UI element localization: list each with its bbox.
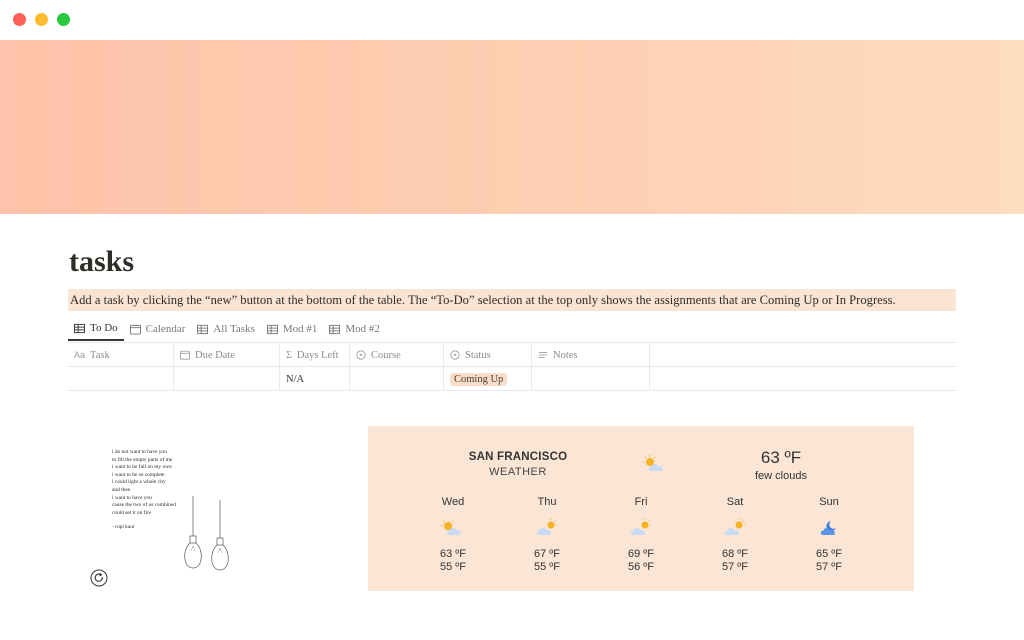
status-badge: Coming Up (450, 373, 507, 386)
cloudy-sun-icon (628, 518, 654, 538)
close-window-button[interactable] (13, 13, 26, 26)
table-header-filler (650, 343, 956, 367)
poem-line: i want to be so complete (112, 471, 165, 478)
tab-mod-2[interactable] (323, 317, 386, 341)
forecast-day (423, 496, 483, 574)
cloud-moon-icon (816, 518, 842, 538)
forecast-day (799, 496, 859, 574)
weather-label: WEATHER (489, 466, 547, 478)
maximize-window-button[interactable] (57, 13, 70, 26)
day-low: 56 ºF (627, 561, 655, 573)
table-icon (197, 324, 208, 335)
partly-cloudy-icon (642, 454, 668, 474)
column-label: Due Date (195, 349, 235, 361)
column-header-task[interactable] (68, 343, 174, 367)
cloudy-sun-icon (534, 518, 560, 538)
day-high: 67 ºF (533, 548, 561, 560)
table-icon (267, 324, 278, 335)
column-label: Status (465, 349, 491, 361)
day-name: Thu (537, 496, 557, 508)
column-label: Notes (553, 349, 578, 361)
select-icon (356, 350, 366, 360)
tab-all-tasks[interactable] (191, 317, 261, 341)
tab-label: Mod #1 (282, 323, 318, 335)
poem-line: cause the two of us combined (112, 502, 176, 509)
tab-to-do[interactable] (68, 317, 124, 341)
day-high: 65 ºF (815, 548, 843, 560)
select-icon (450, 350, 460, 360)
day-high: 63 ºF (439, 548, 467, 560)
tab-mod-1[interactable] (261, 317, 324, 341)
tab-label: All Tasks (213, 323, 255, 335)
poem-line: i could light a whole city (112, 479, 166, 486)
day-low: 55 ºF (533, 561, 561, 573)
day-high: 69 ºF (627, 548, 655, 560)
column-header-days-left[interactable] (280, 343, 350, 367)
day-name: Fri (634, 496, 648, 508)
column-header-due-date[interactable] (174, 343, 280, 367)
text-lines-icon (538, 350, 548, 360)
poem-author: - rupi kaur (112, 524, 135, 531)
text-property-icon: Aa (74, 350, 86, 360)
table-icon (329, 324, 340, 335)
day-low: 55 ºF (439, 561, 467, 573)
day-name: Wed (441, 496, 465, 508)
poem-line: i want to be full on my own (112, 464, 172, 471)
tab-calendar[interactable] (124, 317, 192, 341)
weather-widget (368, 426, 914, 591)
status-cell[interactable] (444, 367, 532, 391)
poem-line: i want to have you (112, 494, 152, 501)
tasks-table (68, 342, 956, 391)
day-high: 68 ºF (721, 548, 749, 560)
current-conditions: few clouds (755, 470, 807, 482)
forecast-day (705, 496, 765, 574)
window-titlebar (0, 0, 1024, 40)
partly-cloudy-icon (440, 518, 466, 538)
day-name: Sat (726, 496, 744, 508)
column-header-status[interactable] (444, 343, 532, 367)
poem-line: i do not want to have you (112, 449, 167, 455)
days-left-cell[interactable]: N/A (280, 367, 350, 391)
tab-label: To Do (90, 322, 118, 334)
due-date-cell[interactable] (174, 367, 280, 391)
table-row-filler (650, 367, 956, 391)
weather-city: SAN FRANCISCO (468, 451, 568, 463)
table-row[interactable] (68, 367, 956, 391)
database-view-tabs (68, 317, 386, 341)
forecast-day (611, 496, 671, 574)
poem-line: could set it on fire (112, 509, 152, 516)
poem-line: to fill the empty parts of me (112, 456, 173, 463)
tab-label: Mod #2 (345, 323, 380, 335)
table-icon (74, 323, 85, 334)
light-bulbs-illustration (178, 496, 238, 574)
day-low: 57 ºF (815, 561, 843, 573)
column-label: Days Left (296, 349, 339, 361)
minimize-window-button[interactable] (35, 13, 48, 26)
poem-line: and then (112, 486, 131, 493)
day-name: Sun (819, 496, 839, 508)
forecast-day (517, 496, 577, 574)
notes-cell[interactable] (532, 367, 650, 391)
task-cell[interactable] (68, 367, 174, 391)
tab-label: Calendar (145, 323, 186, 335)
instruction-callout: Add a task by clicking the “new” button at the bottom of the table. The “To-Do” selection at the top only shows the assignments that are Coming Up or In Progress. (68, 289, 956, 311)
page-title[interactable]: tasks (69, 245, 135, 278)
column-label: Course (371, 349, 401, 361)
column-header-course[interactable] (350, 343, 444, 367)
course-cell[interactable] (350, 367, 444, 391)
day-low: 57 ºF (721, 561, 749, 573)
current-temperature: 63 ºF (760, 448, 802, 467)
refresh-icon[interactable] (90, 569, 108, 587)
formula-icon: Σ (286, 349, 292, 361)
cloudy-sun-icon (722, 518, 748, 538)
calendar-property-icon (180, 350, 190, 360)
page-cover-image (0, 40, 1024, 214)
column-header-notes[interactable] (532, 343, 650, 367)
table-header-row (68, 343, 956, 367)
column-label: Task (90, 349, 110, 361)
calendar-icon (130, 324, 141, 335)
